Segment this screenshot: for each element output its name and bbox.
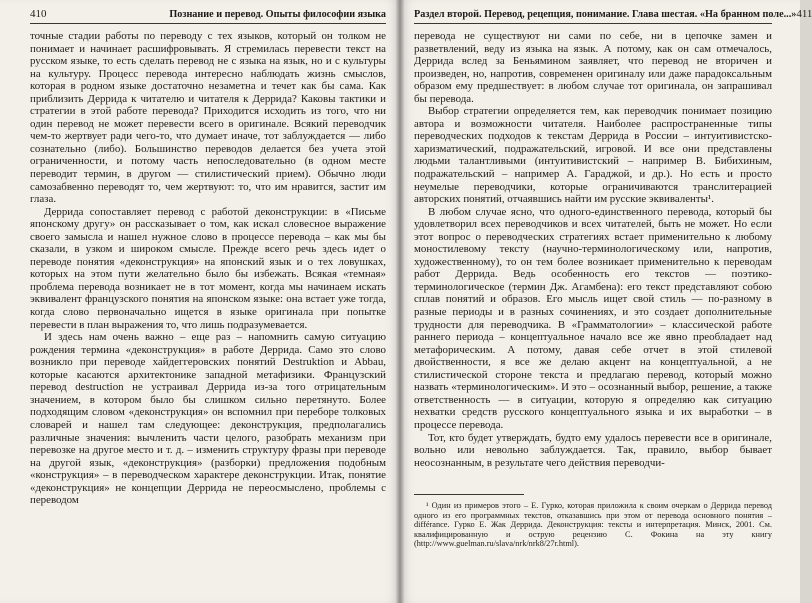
left-page — [0, 0, 400, 603]
right-body-text — [414, 30, 772, 469]
left-body-text — [30, 30, 386, 507]
left-page-number: 410 — [30, 8, 47, 20]
right-paragraph: Тот, кто будет утверждать, будто ему удалось перевести все в оригинале, вольно или невольно заблуждается. Так, правило, выбор бывает неосознанным, в результате чего действия переводчи- — [414, 431, 772, 469]
right-running-title: Раздел второй. Перевод, рецепция, понимание. Глава шестая. «На бранном поле...» — [414, 9, 797, 20]
left-paragraph: И здесь нам очень важно – еще раз – напомнить самую ситуацию рождения термина «деконструкция» в работе Деррида. Само это слово возникло при переводе хайдеггеровских понятий Destruktion и Abbau, которые касаются архитектонике западной метафизики. Французский перевод destruction не устраивал Деррида из-за того отрицательным значением, в котором было бы слишком сильно перетянуто. Более подходящим словом «деконструкция» он вспомнил при переборе толковых словарей и нашел там следующее: деконструкция, предполагались различные значения: вычленить части целого, разобрать механизм при перевозке на другое место и т. д. – изменить структуру фразы при переводе на другой язык, «деконструкция» (разборки) предложения подобным «конструкция» – в переводческом характере деконструкции. Итак, понятие «деконструкция» не концепции Деррида не переосмыслено, проблемы с переводом — [30, 331, 386, 507]
footnote-rule — [414, 494, 524, 495]
footnote: ¹ Один из примеров этого – Е. Гурко, которая приложила к своим очеркам о Деррида перевод одного из его программных текстов, отказавшись при этом от перевода основного понятия – différance. Гурко Е. Жак Деррида. Деконструкция: тексты и интерпретация. Минск, 2001. См. квалифицированную и острую рецензию С. Фокина на эту книгу (http://www.guelman.ru/slava/nrk/nrk8/27r.html). — [414, 501, 772, 549]
left-running-title: Познание и перевод. Опыты философии языка — [169, 9, 386, 20]
footnote-area — [414, 494, 772, 549]
right-running-head — [414, 8, 812, 24]
right-paragraph: перевода не существуют ни сами по себе, ни в цепочке замен и разветвлений, веду из языка на язык. А потому, как он сам отмечалось, Деррида вслед за Беньямином заявляет, что перевод не вторичен и произведен, но, напротив, современен оригиналу или даже парадоксальным образом ему предшествует: в любом случае тот оригинала, он запрашивал бы перевода. — [414, 30, 772, 105]
right-page-number: 411 — [796, 8, 812, 20]
left-paragraph: Деррида сопоставляет перевод с работой деконструкции: в «Письме японскому другу» он рассказывает о том, как искал словесное выражение своего замысла и нашел нужное слово в процессе перевода – как мы бы сказали, в узком и широком смысле. Прежде всего речь здесь идет о переводе понятия «деконструкция» на японский язык и о тех ловушках, которых на этом пути желательно было бы избежать. Всякая «темная» проблема перевода возникает не в тот момент, когда мы начинаем искать эквивалент французского понятия на японском языке: она встает уже тогда, когда слово первоначально ищется в языке оригинала при попытке перевести в план выражения то, что лишь подразумевается. — [30, 205, 386, 331]
right-page — [400, 0, 812, 603]
right-paragraph: В любом случае ясно, что одного-единственного перевода, который бы удовлетворил всех переводчиков и всех читателей, быть не может. Но если этот вопрос о переводческих стратегиях встает применительно к любому моностилевому тексту (научно-терминологическому или, напротив, художественному), то он тем более возникает применительно к переводам работ Деррида. Ведь особенность его текстов — поэтико-терминологическое (термин Дж. Агамбена): его текст представляют собою сплав понятий и образов. Его мысль ищет свой стиль — по-разному в разные периоды и в разных сочинениях, и это создает дополнительные трудности для переводчика. В «Грамматологии» – классической работе раннего периода – концептуальное начало все же явно преобладает над метафорическим. А потому, давая себе отчет в этой стилевой двойственности, я все же делаю акцент на концептуальной, а не стилистической стороне текста и предлагаю перевод, который можно назвать «терминологическим». И это – осознанный выбор, решение, а также ответственность — в ситуации, которую я определяю как ситуацию нехватки средств русского концептуального языка и их выработки – в процессе перевода. — [414, 205, 772, 431]
left-paragraph: точные стадии работы по переводу с тех языков, который он толком не понимает и начинает расшифровывать. Я стремилась перевести текст на русском языке, то есть сделать перевод не с языка на язык, но и с культуры на культуру. Процесс перевода интересно наблюдать жизнь смыслов, которая в родном языке достаточно незаметна и течет как бы сама. Как приблизить Деррида к читателю и читателя к Деррида? Каковы тактики и стратегии в этой работе перевода? Приходится исходить из того, что ни один перевод не может перевести всего в оригинале. Всякий переводчик чем-то жертвует ради чего-то, что думает иначе, тот заблуждается — либо сознательно (либо). Большинство переводов делается без учета этой ограниченности, и потому часть непоследовательно (в одном месте переводит термин, в другом — стилистический прием). Обычно люди самозабвенно переводят то, чем жертвуют: то, что им нравится, застит им глаза. — [30, 30, 386, 206]
left-running-head — [30, 8, 386, 24]
book-gutter — [396, 0, 404, 603]
right-paragraph: Выбор стратегии определяется тем, как переводчик понимает позицию автора и возможности читателя. Наиболее распространенные типы переводческих подходов к текстам Деррида в России – интуитивистско-харизматический, подражательский, игровой. И все они представлены людьми талантливыми (интуитивистский – например В. Бибихиным, подражательский – например А. Гараджой, и др.). Но есть и просто неумелые переводчики, которые ограничиваются транслитерацией авторских понятий, отчаявшись найти им русские эквиваленты¹. — [414, 105, 772, 206]
